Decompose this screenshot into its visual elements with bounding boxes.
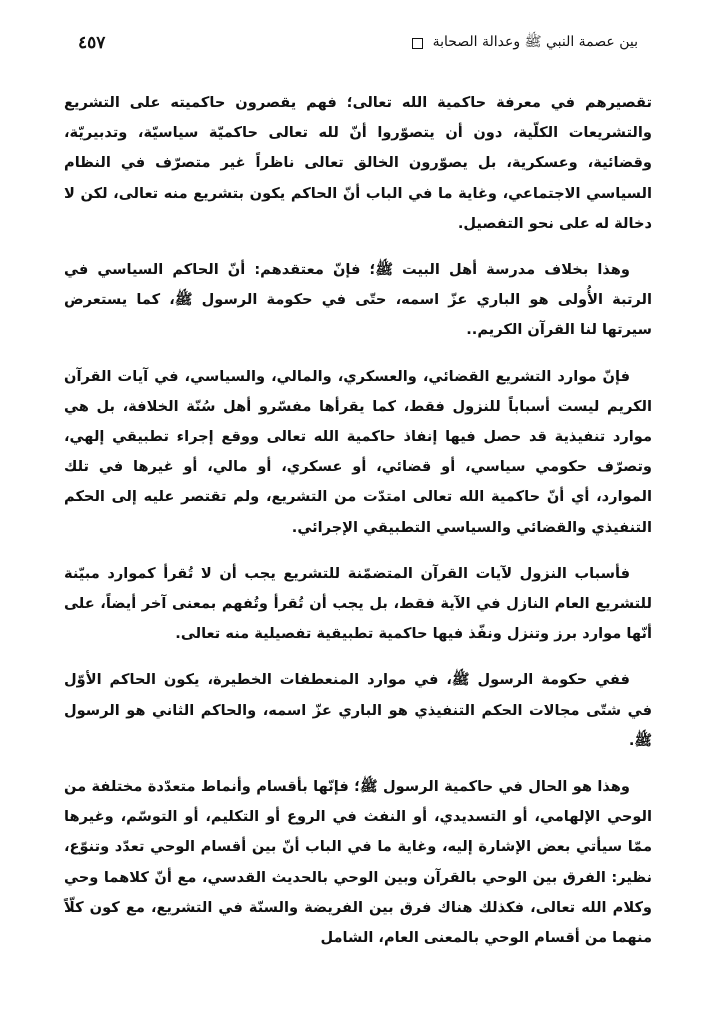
paragraph-5: ففي حكومة الرسول ﷺ، في موارد المنعطفات الخطيرة، يكون الحاكم الأوّل في شتّى مجالات الحكم التنفيذي هو الباري عزّ اسمه، والحاكم الثاني هو الرسول ﷺ. (64, 671, 652, 749)
page-number: ٤٥٧ (78, 33, 106, 53)
paragraph-3: فإنّ موارد التشريع القضائي، والعسكري، والمالي، والسياسي، في آيات القرآن الكريم ليست أسباباً للنزول فقط، كما يقرأها مفسّرو أهل سُنّة الخلافة، بل هي موارد تنفيذية قد حصل فيها إنفاذ حاكمية الله تعالى ووقع إجراء تطبيقي إلهي، وتصرّف حكومي سياسي، أو قضائي، أو عسكري، أو مالي، أو غيرها في تلك الموارد، أي أنّ حاكمية الله تعالى امتدّت من التشريع، ولم تقتصر عليه إلى الحكم التنفيذي والقضائي والسياسي التطبيقي الإجرائي. (64, 367, 652, 536)
running-title-group (408, 33, 638, 53)
paragraph-4: فأسباب النزول لآيات القرآن المتضمّنة للتشريع يجب أن لا تُقرأ كموارد مبيّنة للتشريع العام النازل في الآية فقط، بل يجب أن تُقرأ وتُفهم بمعنى آخر أيضاً، على أنّها موارد برز وتنزل ونفّذ فيها حاكمية تطبيقية تفصيلية منه تعالى. (64, 564, 652, 643)
page-header (78, 30, 638, 56)
square-ornament-icon (412, 38, 423, 49)
body-text (64, 88, 652, 969)
paragraph-2: وهذا بخلاف مدرسة أهل البيت ﷺ؛ فإنّ معتقدهم: أنّ الحاكم السياسي في الرتبة الأُولى هو الباري عزّ اسمه، حتّى في حكومة الرسول ﷺ، كما يستعرض سيرتها لنا القرآن الكريم.. (64, 261, 652, 339)
paragraph-1: تقصيرهم في معرفة حاكمية الله تعالى؛ فهم يقصرون حاكميته على التشريع والتشريعات الكلّية، دون أن يتصوّروا أنّ لله تعالى حاكميّة سياسيّة، وتدبيريّة، وقضائية، وعسكرية، بل يصوّرون الخالق تعالى ناظراً غير متصرّف في النظام السياسي الاجتماعي، وغاية ما في الباب أنّ الحاكم يكون بتشريع منه تعالى، لكن لا دخالة له على نحو التفصيل. (64, 94, 652, 232)
paragraph-6: وهذا هو الحال في حاكمية الرسول ﷺ؛ فإنّها بأقسام وأنماط متعدّدة مختلفة من الوحي الإلهامي، أو التسديدي، أو النفث في الروع أو التكليم، أو التوسّم، وغيرها ممّا سيأتي بعض الإشارة إليه، وغاية ما في الباب أنّ بين أقسام الوحي تعدّد وتنوّع، نظير: الفرق بين الوحي بالقرآن وبين الوحي بالحديث القدسي، مع أنّ كلاهما وحي وكلام الله تعالى، فكذلك هناك فرق بين الفريضة والسنّة في التشريع، مع كون كلّاً منهما من أقسام الوحي بالمعنى العام، الشامل (64, 778, 652, 947)
running-title: بين عصمة النبي ﷺ وعدالة الصحابة (432, 34, 638, 50)
